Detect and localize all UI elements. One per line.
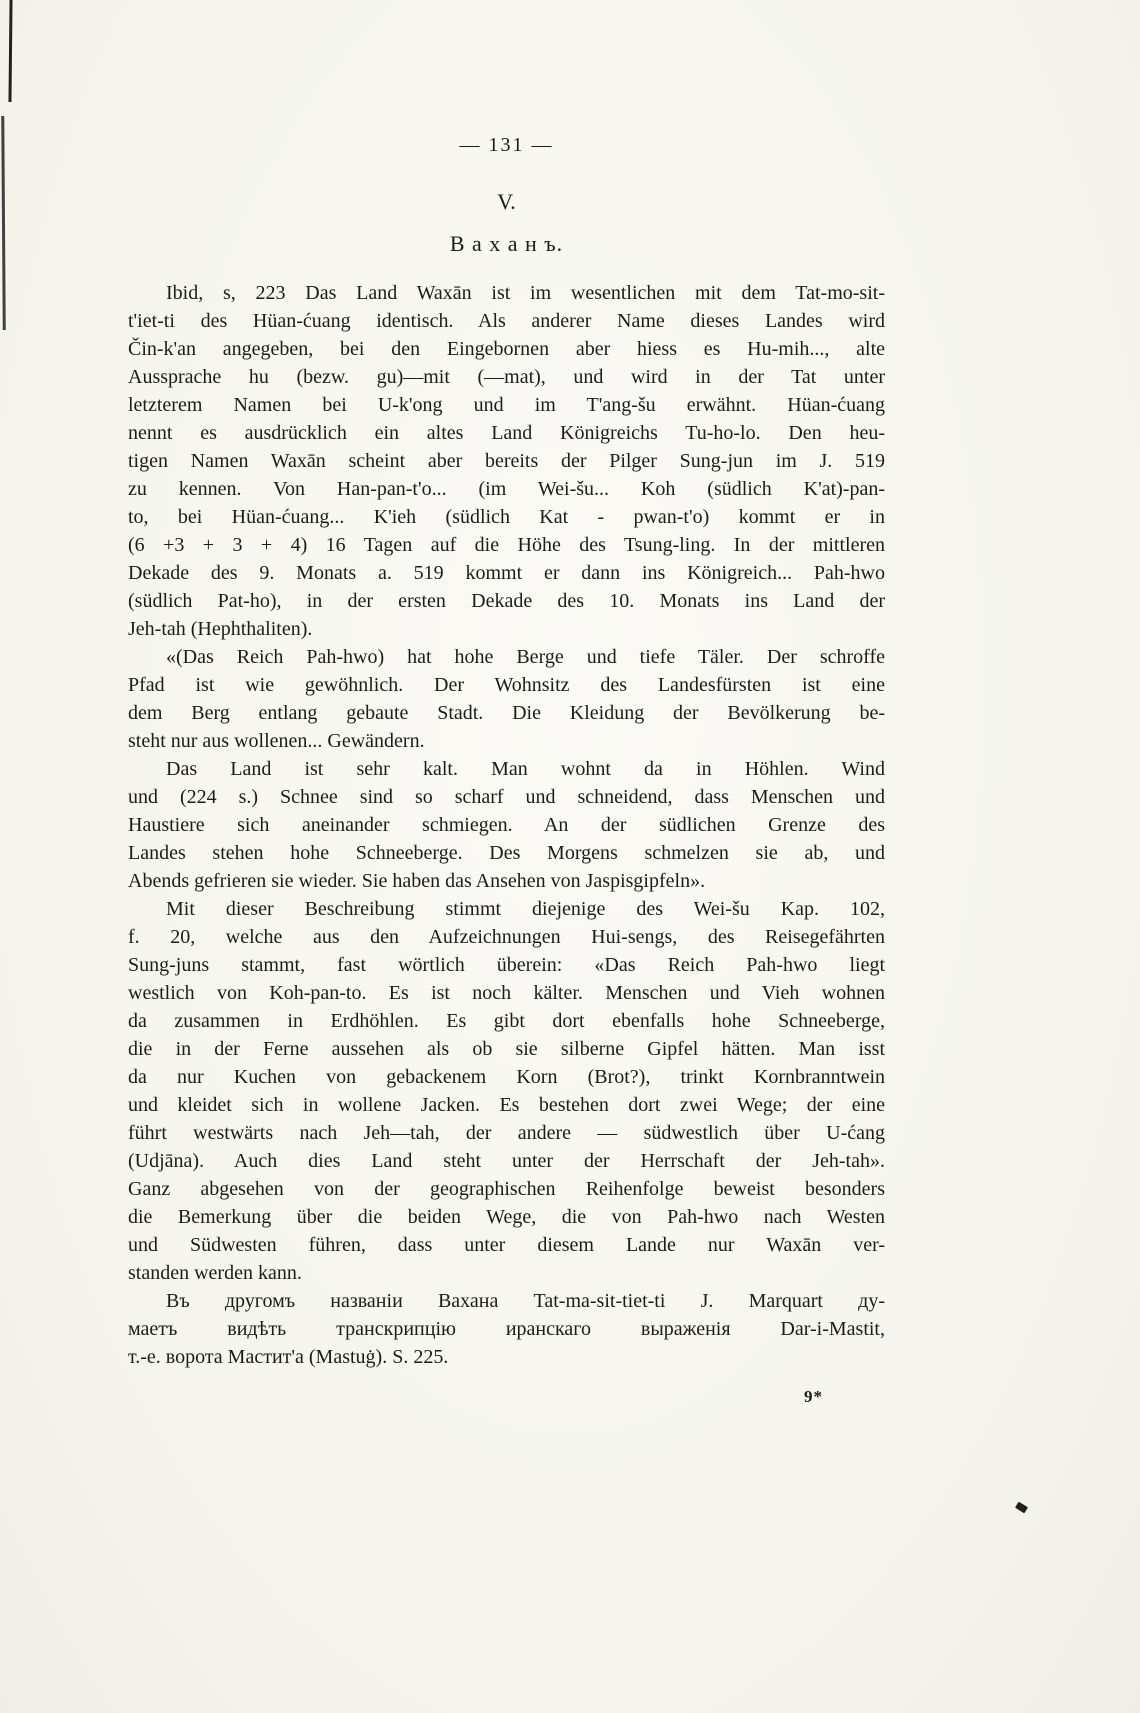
- text-column: [128, 134, 885, 1407]
- text-line: da zusammen in Erdhöhlen. Es gibt dort ebenfalls hohe Schneeberge,: [128, 1010, 885, 1032]
- text-line: da nur Kuchen von gebackenem Korn (Brot?), trinkt Kornbranntwein: [128, 1066, 885, 1088]
- text-line: Sung-juns stammt, fast wörtlich überein: «Das Reich Pah-hwo liegt: [128, 954, 885, 976]
- text-line: und kleidet sich in wollene Jacken. Es bestehen dort zwei Wege; der eine: [128, 1094, 885, 1116]
- section-title: В а х а н ъ.: [449, 231, 564, 256]
- text-line: Aussprache hu (bezw. gu)—mit (—mat), und wird in der Tat unter: [128, 366, 885, 388]
- signature-mark: 9*: [804, 1387, 823, 1406]
- scan-artifact-left-mid: [1, 116, 5, 330]
- paragraph: [128, 1287, 885, 1371]
- text-line: Jeh-tah (Hephthaliten).: [128, 618, 313, 640]
- text-line: Landes stehen hohe Schneeberge. Des Morgens schmelzen sie ab, und: [128, 842, 885, 864]
- text-line: f. 20, welche aus den Aufzeichnungen Hui-sengs, des Reisegefährten: [128, 926, 885, 948]
- text-line: Pfad ist wie gewöhnlich. Der Wohnsitz des Landesfürsten ist eine: [128, 674, 885, 696]
- paragraph: [128, 755, 885, 895]
- text-line: Въ другомъ названіи Вахана Tat-ma-sit-tiet-ti J. Marquart ду-: [166, 1290, 885, 1312]
- text-line: t'iet-ti des Hüan-ćuang identisch. Als anderer Name dieses Landes wird: [128, 310, 885, 332]
- body-text: [128, 279, 885, 1371]
- text-line: nennt es ausdrücklich ein altes Land Königreichs Tu-ho-lo. Den heu-: [128, 422, 885, 444]
- scan-artifact-left-top: [8, 0, 12, 102]
- paragraph: [128, 279, 885, 643]
- text-line: und Südwesten führen, dass unter diesem Lande nur Waxān ver-: [128, 1234, 885, 1256]
- text-line: to, bei Hüan-ćuang... K'ieh (südlich Kat - pwan-t'o) kommt er in: [128, 506, 885, 528]
- text-line: Haustiere sich aneinander schmiegen. An der südlichen Grenze des: [128, 814, 885, 836]
- text-line: Abends gefrieren sie wieder. Sie haben das Ansehen von Jaspisgipfeln».: [128, 870, 706, 892]
- text-line: (Udjāna). Auch dies Land steht unter der Herrschaft der Jeh-tah».: [128, 1150, 885, 1172]
- text-line: Dekade des 9. Monats a. 519 kommt er dann ins Königreich... Pah-hwo: [128, 562, 885, 584]
- text-line: letzterem Namen bei U-k'ong und im T'ang-šu erwähnt. Hüan-ćuang: [128, 394, 885, 416]
- text-line: (südlich Pat-ho), in der ersten Dekade des 10. Monats ins Land der: [128, 590, 885, 612]
- page-number: — 131 —: [459, 134, 554, 156]
- text-line: т.-е. ворота Мастит'а (Mastuġ). S. 225.: [128, 1346, 449, 1368]
- text-line: westlich von Koh-pan-to. Es ist noch kälter. Menschen und Vieh wohnen: [128, 982, 885, 1004]
- text-line: маетъ видѣть транскрипцію иранскаго выраженія Dar-i-Mastit,: [128, 1318, 885, 1340]
- text-line: Čin-k'an angegeben, bei den Eingebornen aber hiess es Hu-mih..., alte: [128, 338, 885, 360]
- text-line: standen werden kann.: [128, 1262, 302, 1284]
- text-line: dem Berg entlang gebaute Stadt. Die Kleidung der Bevölkerung be-: [128, 702, 885, 724]
- text-line: (6 +3 + 3 + 4) 16 Tagen auf die Höhe des Tsung-ling. In der mittleren: [128, 534, 885, 556]
- text-line: und (224 s.) Schnee sind so scharf und schneidend, dass Menschen und: [128, 786, 885, 808]
- text-line: Das Land ist sehr kalt. Man wohnt da in Höhlen. Wind: [166, 758, 885, 780]
- paragraph: [128, 643, 885, 755]
- text-line: führt westwärts nach Jeh—tah, der andere — südwestlich über U-ćang: [128, 1122, 885, 1144]
- scan-artifact-bottom-right: [1015, 1502, 1028, 1514]
- text-line: die in der Ferne aussehen als ob sie silberne Gipfel hätten. Man isst: [128, 1038, 885, 1060]
- text-line: «(Das Reich Pah-hwo) hat hohe Berge und tiefe Täler. Der schroffe: [166, 646, 885, 668]
- text-line: Ibid, s, 223 Das Land Waxān ist im wesentlichen mit dem Tat-mo-sit-: [166, 282, 885, 304]
- text-line: steht nur aus wollenen... Gewändern.: [128, 730, 425, 752]
- text-line: zu kennen. Von Han-pan-t'o... (im Wei-šu... Koh (südlich K'at)-pan-: [128, 478, 885, 500]
- text-line: Ganz abgesehen von der geographischen Reihenfolge beweist besonders: [128, 1178, 885, 1200]
- text-line: Mit dieser Beschreibung stimmt diejenige des Wei-šu Kap. 102,: [166, 898, 885, 920]
- text-line: die Bemerkung über die beiden Wege, die von Pah-hwo nach Westen: [128, 1206, 885, 1228]
- paragraph: [128, 895, 885, 1287]
- text-line: tigen Namen Waxān scheint aber bereits der Pilger Sung-jun im J. 519: [128, 450, 885, 472]
- section-number: V.: [497, 189, 516, 214]
